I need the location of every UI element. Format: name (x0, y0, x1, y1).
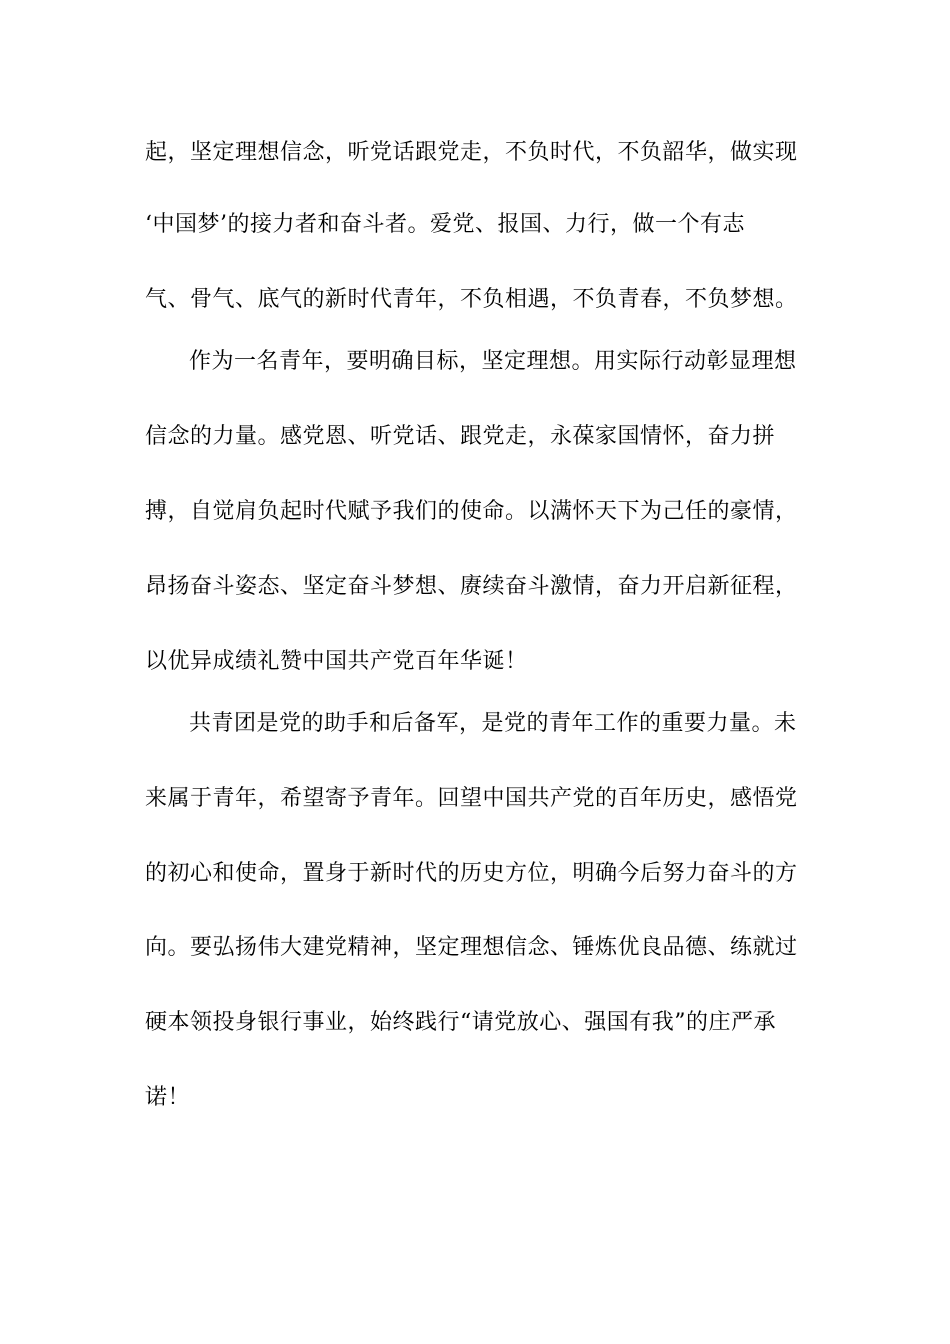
text-line-4: 作为一名青年，要明确目标，坚定理想。用实际行动彰显理想 (189, 349, 797, 374)
text-line-3: 气、骨气、底气的新时代青年，不负相遇，不负青春，不负梦想。 (145, 287, 798, 312)
text-line-8: 以优异成绩礼赞中国共产党百年华诞！ (145, 649, 528, 674)
text-line-12: 向。要弘扬伟大建党精神，坚定理想信念、锤炼优良品德、练就过 (145, 935, 798, 960)
text-line-1: 起，坚定理想信念，听党话跟党走，不负时代，不负韶华，做实现 (145, 140, 798, 165)
text-line-13: 硬本领投身银行事业，始终践行“请党放心、强国有我”的庄严承 (145, 1010, 776, 1035)
text-line-6: 搏，自觉肩负起时代赋予我们的使命。以满怀天下为己任的豪情， (145, 499, 798, 524)
text-line-9: 共青团是党的助手和后备军，是党的青年工作的重要力量。未 (189, 711, 797, 736)
text-line-11: 的初心和使命，置身于新时代的历史方位，明确今后努力奋斗的方 (145, 861, 798, 886)
text-line-2: ‘中国梦’的接力者和奋斗者。爱党、报国、力行，做一个有志 (145, 212, 745, 237)
text-line-5: 信念的力量。感党恩、听党话、跟党走，永葆家国情怀，奋力拼 (145, 424, 776, 449)
text-line-10: 来属于青年，希望寄予青年。回望中国共产党的百年历史，感悟党 (145, 786, 798, 811)
text-line-7: 昂扬奋斗姿态、坚定奋斗梦想、赓续奋斗激情，奋力开启新征程， (145, 574, 798, 599)
text-line-14: 诺！ (145, 1085, 191, 1110)
